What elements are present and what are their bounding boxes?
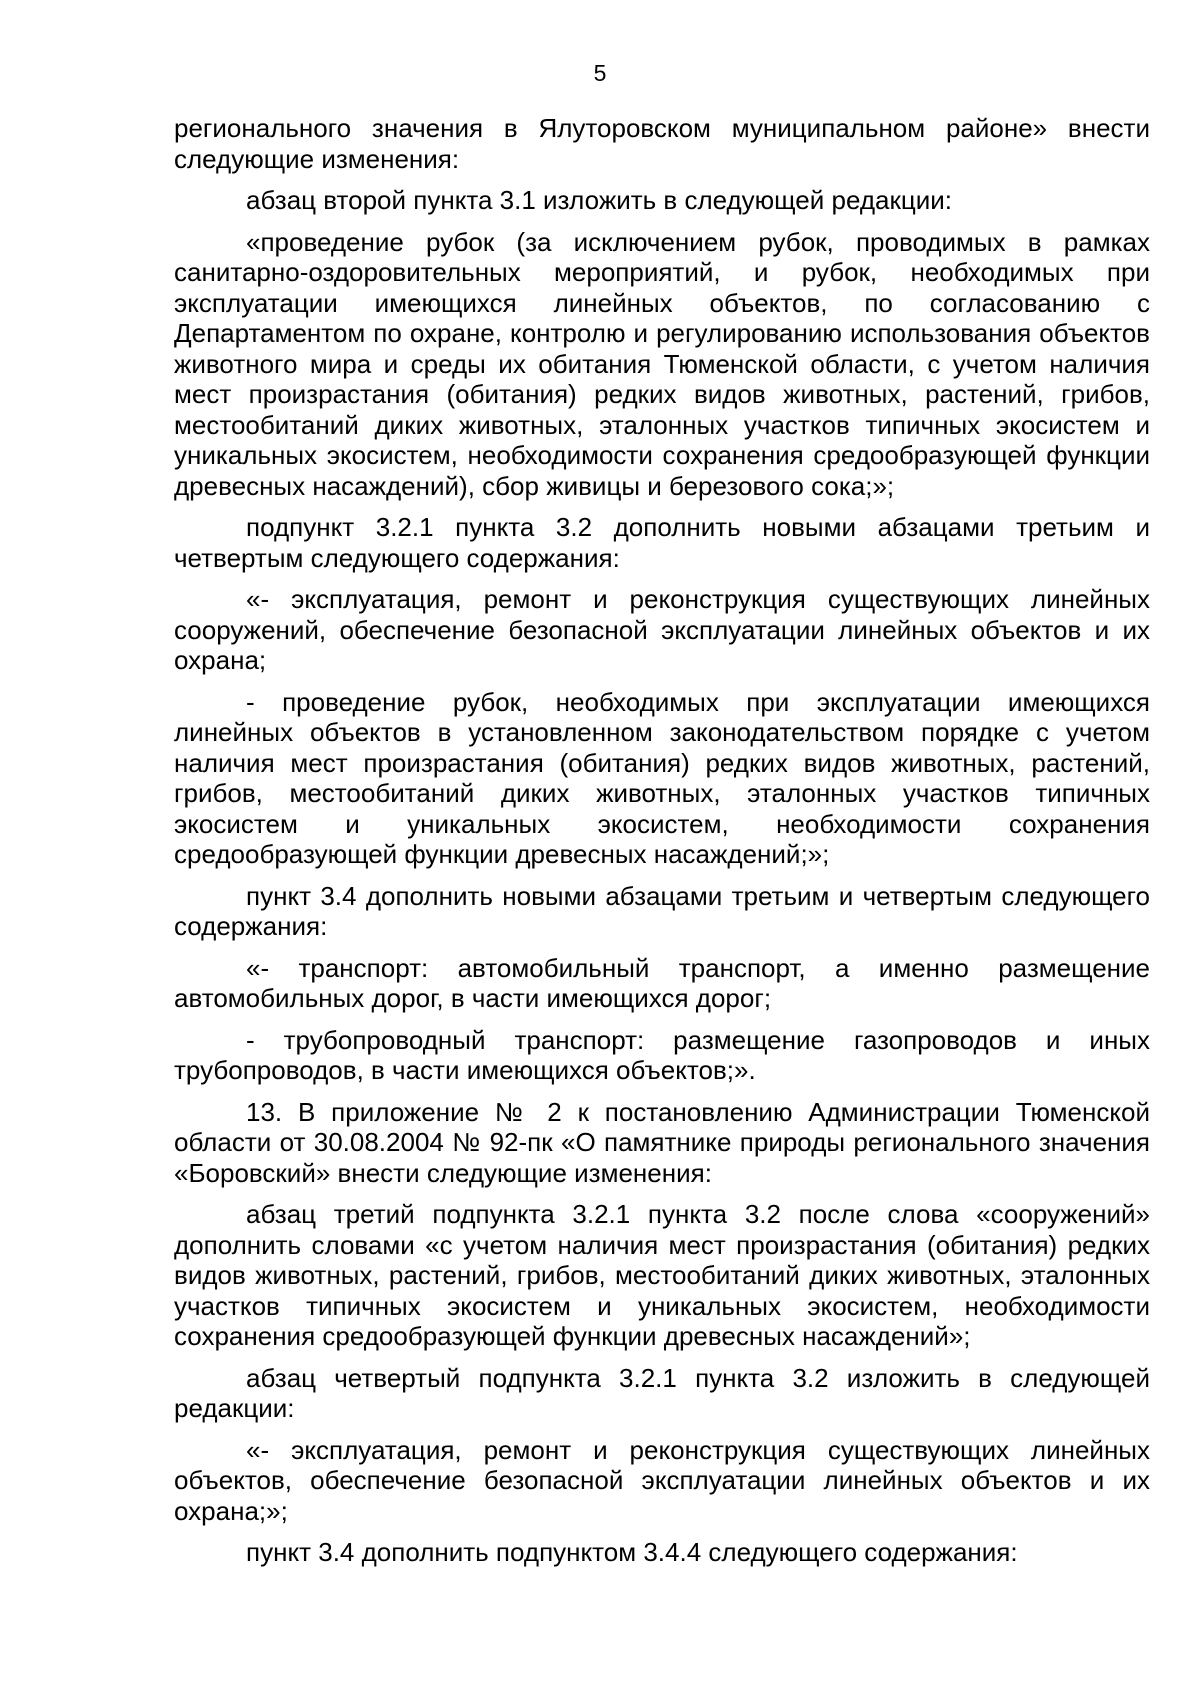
page-number: 5 <box>593 60 607 86</box>
paragraph: 13. В приложение № 2 к постановлению Администрации Тюменской области от 30.08.2004 № 92-пк «О памятнике природы регионального значения «Боровский» внести следующие изменения: <box>174 1096 1150 1188</box>
paragraph: пункт 3.4 дополнить новыми абзацами третьим и четвертым следующего содержания: <box>174 880 1150 941</box>
paragraph: абзац четвертый подпункта 3.2.1 пункта 3.2 изложить в следующей редакции: <box>174 1362 1150 1423</box>
paragraph: подпункт 3.2.1 пункта 3.2 дополнить новыми абзацами третьим и четвертым следующего содержания: <box>174 512 1150 573</box>
paragraph: - трубопроводный транспорт: размещение газопроводов и иных трубопроводов, в части имеющихся объектов;». <box>174 1024 1150 1085</box>
paragraph: «проведение рубок (за исключением рубок, проводимых в рамках санитарно-оздоровительных мероприятий, и рубок, необходимых при эксплуатации имеющихся линейных объектов, по согласованию с Департаментом по охране, контролю и регулированию использования объектов животного мира и среды их обитания Тюменской области, с учетом наличия мест произрастания (обитания) редких видов животных, растений, грибов, местообитаний диких животных, эталонных участков типичных экосистем и уникальных экосистем, необходимости сохранения средообразующей функции древесных насаждений), сбор живицы и березового сока;»; <box>174 226 1150 501</box>
paragraph: «- транспорт: автомобильный транспорт, а именно размещение автомобильных дорог, в части имеющихся дорог; <box>174 952 1150 1013</box>
paragraph: абзац второй пункта 3.1 изложить в следующей редакции: <box>246 185 952 215</box>
paragraph: - проведение рубок, необходимых при эксплуатации имеющихся линейных объектов в установленном законодательством порядке с учетом наличия мест произрастания (обитания) редких видов животных, растений, грибов, местообитаний диких животных, эталонных участков типичных экосистем и уникальных экосистем, необходимости сохранения средообразующей функции древесных насаждений;»; <box>174 686 1150 869</box>
paragraph: регионального значения в Ялуторовском муниципальном районе» внести следующие изменения: <box>174 113 1150 174</box>
paragraph: пункт 3.4 дополнить подпунктом 3.4.4 следующего содержания: <box>246 1537 1018 1567</box>
paragraph: абзац третий подпункта 3.2.1 пункта 3.2 после слова «сооружений» дополнить словами «с учетом наличия мест произрастания (обитания) редких видов животных, растений, грибов, местообитаний диких животных, эталонных участков типичных экосистем и уникальных экосистем, необходимости сохранения средообразующей функции древесных насаждений»; <box>174 1199 1150 1351</box>
document-body <box>174 113 1150 1579</box>
paragraph: «- эксплуатация, ремонт и реконструкция существующих линейных объектов, обеспечение безопасной эксплуатации линейных объектов и их охрана;»; <box>174 1434 1150 1526</box>
paragraph: «- эксплуатация, ремонт и реконструкция существующих линейных сооружений, обеспечение безопасной эксплуатации линейных объектов и их охрана; <box>174 584 1150 675</box>
